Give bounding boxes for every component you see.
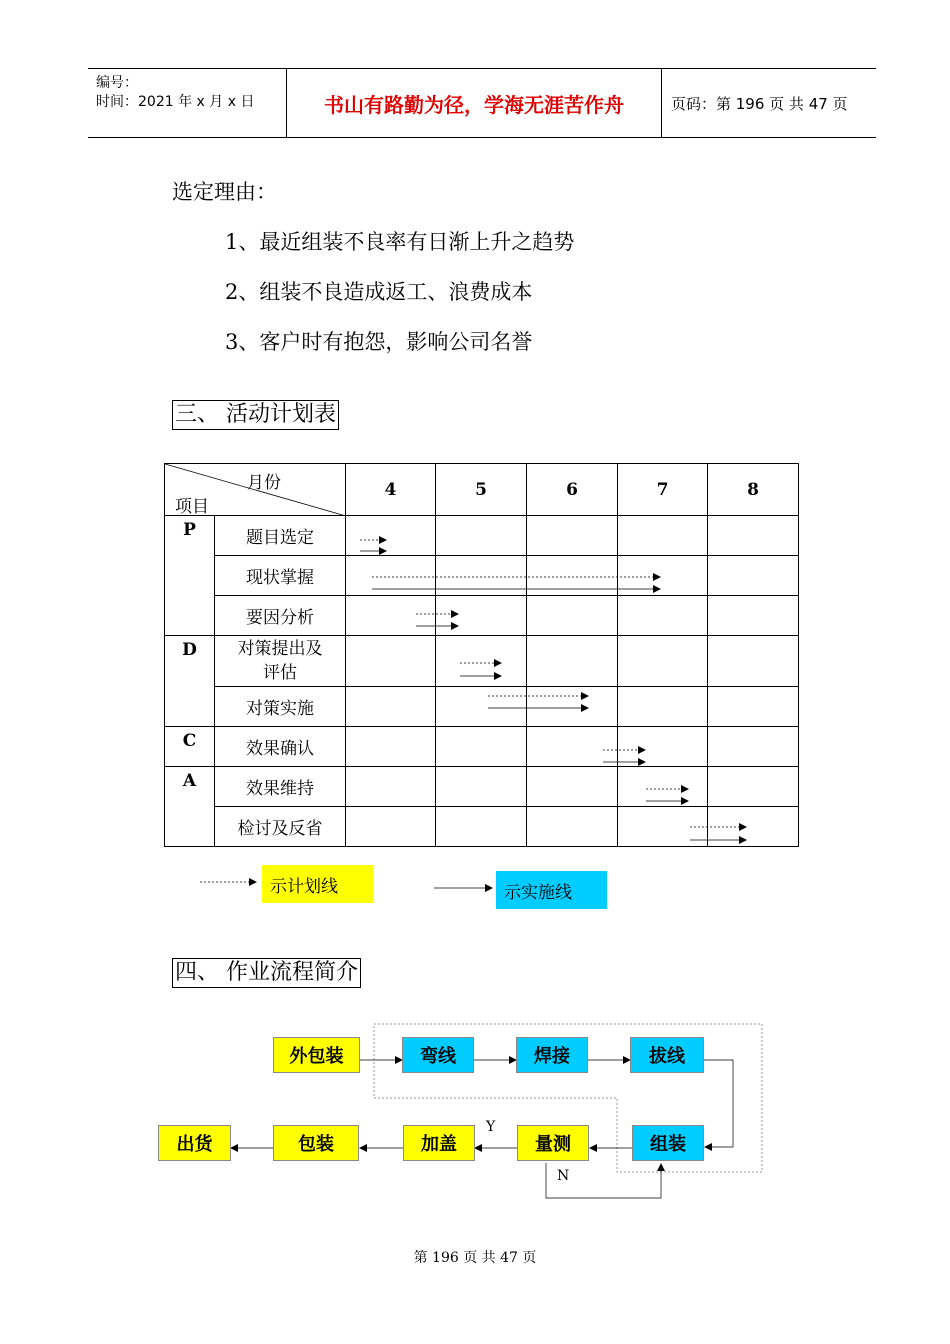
flow-box-pull-wire: 拔线	[630, 1037, 704, 1073]
number-label: 编号：	[96, 75, 138, 91]
section-4-title: 四、 作业流程简介	[172, 958, 361, 988]
corner-item-label: 项目	[175, 497, 209, 517]
flow-box-bend-wire: 弯线	[402, 1037, 474, 1073]
legend-plan-line: 示计划线	[262, 865, 373, 903]
task-cell-text: 对策提出及评估	[237, 639, 323, 683]
flow-box-shipping: 出货	[158, 1125, 231, 1161]
page-header	[88, 68, 876, 138]
month-header: 4	[346, 464, 436, 516]
flow-box-outer-packing: 外包装	[273, 1037, 360, 1073]
phase-cell: C	[165, 727, 215, 767]
phase-cell: P	[165, 516, 215, 636]
task-cell: 要因分析	[215, 596, 346, 636]
task-cell: 题目选定	[215, 516, 346, 556]
time-label: 时间：2021 年 x 月 x 日	[96, 94, 255, 110]
task-cell: 效果确认	[215, 727, 346, 767]
flow-box-welding: 焊接	[516, 1037, 588, 1073]
task-cell: 检讨及反省	[215, 807, 346, 847]
task-cell	[215, 636, 346, 687]
flow-box-assembly: 组装	[632, 1125, 704, 1161]
legend-actual-line: 示实施线	[496, 871, 607, 909]
corner-month-label: 月份	[247, 473, 281, 493]
task-cell: 对策实施	[215, 687, 346, 727]
activity-plan-table	[164, 463, 799, 847]
task-cell: 现状掌握	[215, 556, 346, 596]
month-header: 5	[436, 464, 527, 516]
reason-item-1: 1、最近组装不良率有日渐上升之趋势	[225, 230, 575, 254]
phase-cell: A	[165, 767, 215, 847]
flow-box-measure: 量测	[517, 1125, 589, 1161]
header-page-info: 页码：第 196 页 共 47 页	[671, 94, 848, 113]
flow-yes-label: Y	[486, 1119, 496, 1135]
month-header: 8	[708, 464, 799, 516]
flow-box-packing: 包装	[273, 1125, 359, 1161]
header-meta	[88, 69, 286, 137]
month-header: 7	[618, 464, 708, 516]
header-motto: 书山有路勤为径，学海无涯苦作舟	[286, 69, 662, 137]
flow-arrow	[704, 1060, 733, 1147]
month-header: 6	[527, 464, 618, 516]
flow-box-capping: 加盖	[403, 1125, 475, 1161]
phase-cell: D	[165, 636, 215, 727]
flow-no-label: N	[557, 1168, 570, 1184]
corner-cell	[165, 464, 346, 516]
task-cell: 效果维持	[215, 767, 346, 807]
reasons-title: 选定理由：	[172, 180, 277, 204]
reason-item-2: 2、组装不良造成返工、浪费成本	[225, 280, 533, 304]
reason-item-3: 3、客户时有抱怨，影响公司名誉	[225, 330, 533, 354]
page-footer: 第 196 页 共 47 页	[413, 1250, 537, 1266]
section-3-title: 三、 活动计划表	[172, 400, 339, 430]
